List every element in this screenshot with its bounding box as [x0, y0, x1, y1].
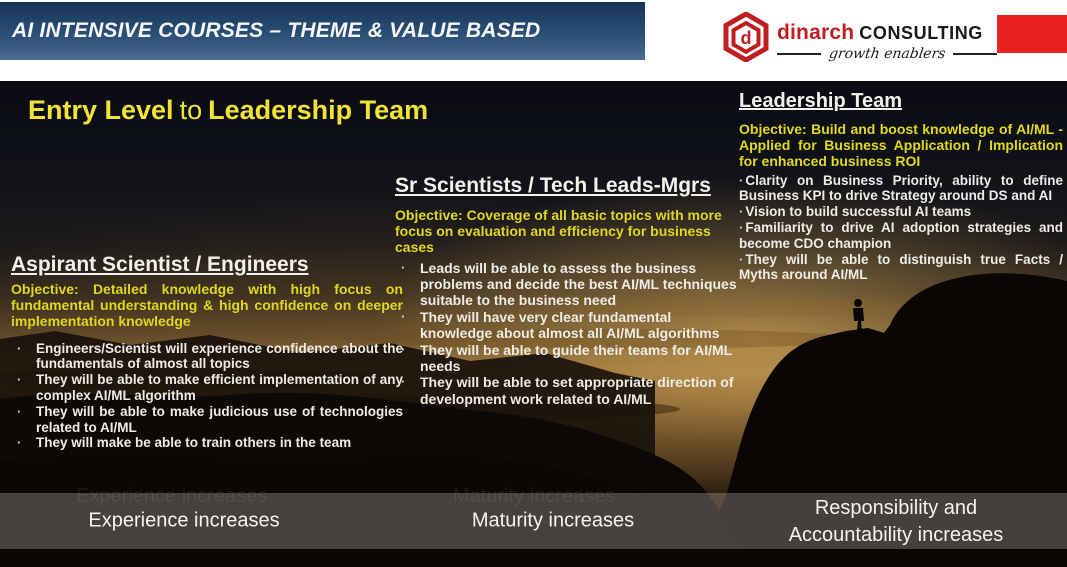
headline-part1: Entry Level: [28, 95, 174, 125]
svg-text:d: d: [740, 28, 752, 48]
title-banner: [0, 2, 645, 60]
headline-part2: to: [179, 95, 203, 125]
column-sr-scientists: [395, 174, 747, 407]
column-aspirant-scientist: [11, 253, 403, 451]
column-leadership-team: [739, 90, 1063, 283]
footer-label-maturity: Maturity increases: [471, 509, 635, 532]
ghost-label-maturity: Maturity increases: [453, 485, 616, 507]
bullet-item: · They will be able to distinguish true Facts / Myths around AI/ML: [739, 252, 1063, 284]
hexagon-d-icon: [721, 12, 771, 62]
tagline-rule-left: [777, 53, 821, 55]
bullet-item: · Engineers/Scientist will experience confidence about the fundamentals of almost all topics: [11, 341, 403, 373]
logo-brand: dinarch: [777, 21, 855, 44]
bullet-item: · Clarity on Business Priority, ability to define Business KPI to drive Strategy around DS and AI: [739, 173, 1063, 205]
column-objective: Objective: Build and boost knowledge of AI/ML - Applied for Business Application / Implication for enhanced business ROI: [739, 121, 1063, 170]
bullet-item: · They will be able to make judicious use of technologies related to AI/ML: [11, 404, 403, 436]
tagline-text: growth enablers: [827, 46, 947, 62]
footer-band: [0, 493, 1067, 549]
bullet-item: · Vision to build successful AI teams: [739, 204, 1063, 220]
company-logo: [721, 12, 997, 64]
bullet-item: · They will be able to set appropriate direction of development work related to AI/ML: [395, 374, 747, 407]
logo-text: [777, 12, 997, 62]
logo-brand-suffix: CONSULTING: [859, 23, 983, 43]
column-heading: Leadership Team: [739, 90, 903, 112]
footer-label-experience: Experience increases: [88, 509, 280, 532]
ghost-label-experience: Experience increases: [76, 485, 268, 507]
column-objective: Objective: Coverage of all basic topics with more focus on evaluation and efficiency for business cases: [395, 207, 722, 256]
footer-label-responsibility: Responsibility and Accountability increases: [788, 497, 1004, 546]
logo-tagline: [777, 46, 997, 62]
bullet-item: · They will make be able to train others in the team: [11, 435, 403, 451]
slide-headline: [28, 95, 428, 126]
bullet-list: [11, 341, 403, 451]
bullet-item: · Leads will be able to assess the business problems and decide the best AI/ML techniques suitable to the business need: [395, 260, 747, 309]
background-photo: [0, 81, 1067, 567]
bullet-item: · They will be able to guide their teams for AI/ML needs: [395, 342, 747, 375]
bullet-item: · They will have very clear fundamental knowledge about almost all AI/ML algorithms: [395, 309, 747, 342]
tagline-rule-right: [953, 53, 997, 55]
bullet-list: [395, 260, 747, 407]
bullet-item: · They will be able to make efficient implementation of any complex AI/ML algorithm: [11, 372, 403, 404]
bullet-item: · Familiarity to drive AI adoption strategies and become CDO champion: [739, 220, 1063, 252]
headline-part3: Leadership Team: [208, 95, 429, 125]
red-accent-block: [997, 15, 1067, 53]
column-heading: Aspirant Scientist / Engineers: [11, 253, 309, 276]
column-heading: Sr Scientists / Tech Leads-Mgrs: [395, 174, 711, 197]
bullet-list: [739, 173, 1063, 283]
column-objective: Objective: Detailed knowledge with high focus on fundamental understanding & high confidence on deeper implementation knowledge: [11, 281, 403, 330]
banner-title: AI INTENSIVE COURSES – THEME & VALUE BASED: [12, 19, 541, 42]
